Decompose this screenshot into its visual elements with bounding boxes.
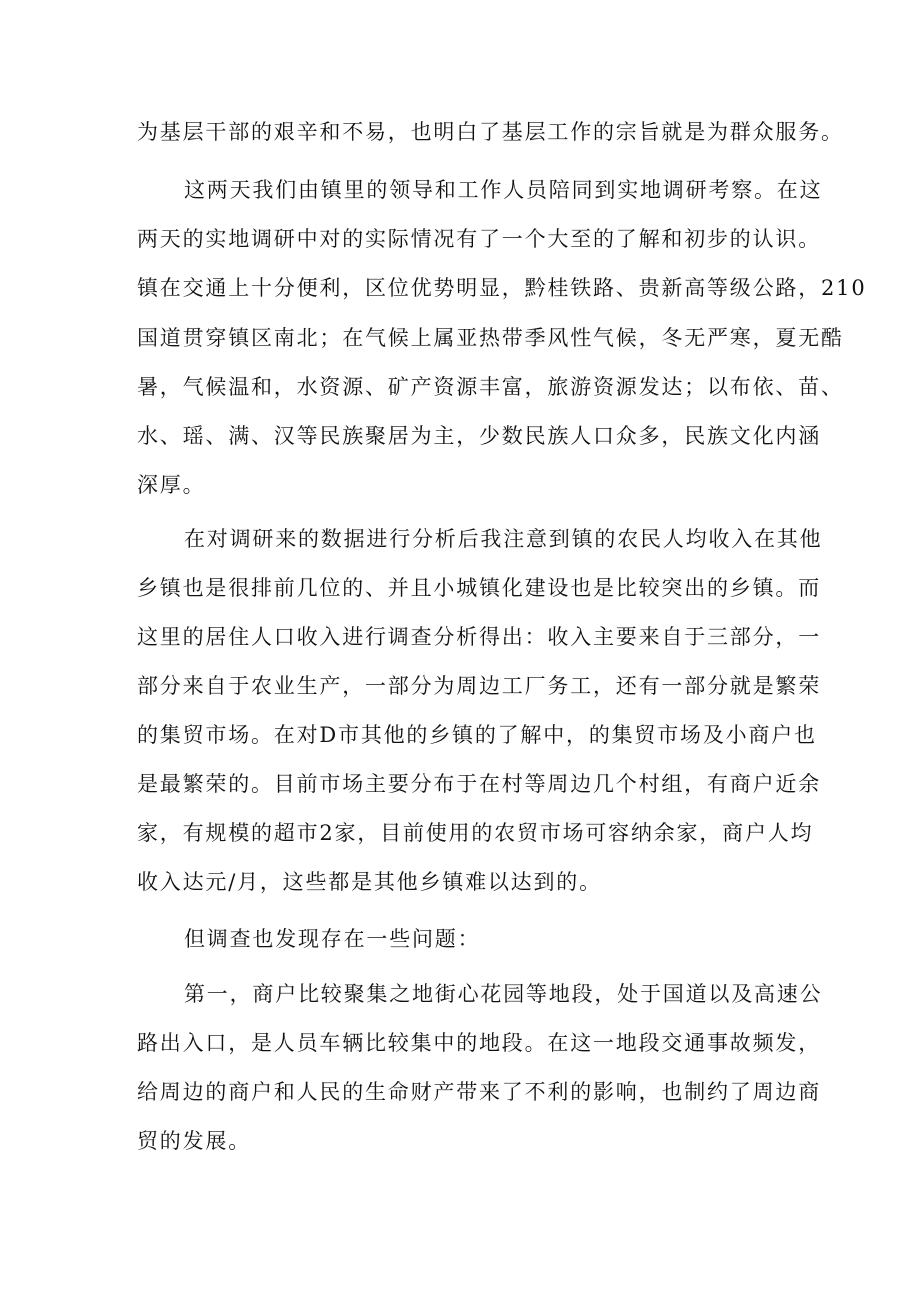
paragraph-1-line-5: 水、瑶、满、汉等民族聚居为主，少数民族人口众多，民族文化内涵 [137,424,821,448]
paragraph-3-line-0: 但调查也发现存在一些问题： [184,927,481,951]
paragraph-2-line-1: 乡镇也是很排前几位的、并且小城镇化建设也是比较突出的乡镇。而 [137,576,821,600]
paragraph-1-line-4: 暑，气候温和，水资源、矿产资源丰富，旅游资源发达；以布依、苗、 [137,375,844,399]
paragraph-4-line-2: 给周边的商户和人民的生命财产带来了不利的影响，也制约了周边商 [137,1080,821,1104]
paragraph-2-line-0: 在对调研来的数据进行分析后我注意到镇的农民人均收入在其他 [184,527,823,551]
paragraph-4-line-3: 贸的发展。 [137,1129,251,1153]
paragraph-2-line-5: 是最繁荣的。目前市场主要分布于在村等周边几个村组，有商户近余 [137,772,821,796]
paragraph-4-line-1: 路出入口，是人员车辆比较集中的地段。在这一地段交通事故频发， [137,1031,821,1055]
paragraph-2-line-3: 部分来自于农业生产，一部分为周边工厂务工，还有一部分就是繁荣 [137,674,821,698]
paragraph-2-line-6: 家，有规模的超市2家，目前使用的农贸市场可容纳余家，商户人均 [137,821,814,845]
paragraph-1-line-6: 深厚。 [137,473,206,497]
paragraph-1-line-2: 镇在交通上十分便利，区位优势明显，黔桂铁路、贵新高等级公路，210 [137,276,867,300]
paragraph-1-line-1: 两天的实地调研中对的实际情况有了一个大至的了解和初步的认识。 [137,227,821,251]
paragraph-2-line-4: 的集贸市场。在对D市其他的乡镇的了解中，的集贸市场及小商户也 [137,723,817,747]
paragraph-2-line-7: 收入达元/月，这些都是其他乡镇难以达到的。 [137,870,602,894]
paragraph-1-line-0: 这两天我们由镇里的领导和工作人员陪同到实地调研考察。在这 [184,178,823,202]
paragraph-2-line-2: 这里的居住人口收入进行调查分析得出：收入主要来自于三部分，一 [137,625,821,649]
paragraph-4-line-0: 第一，商户比较聚集之地街心花园等地段，处于国道以及高速公 [184,982,823,1006]
paragraph-0-line-0: 为基层干部的艰辛和不易，也明白了基层工作的宗旨就是为群众服务。 [137,120,844,144]
paragraph-1-line-3: 国道贯穿镇区南北；在气候上属亚热带季风性气候，冬无严寒，夏无酷 [137,326,844,350]
